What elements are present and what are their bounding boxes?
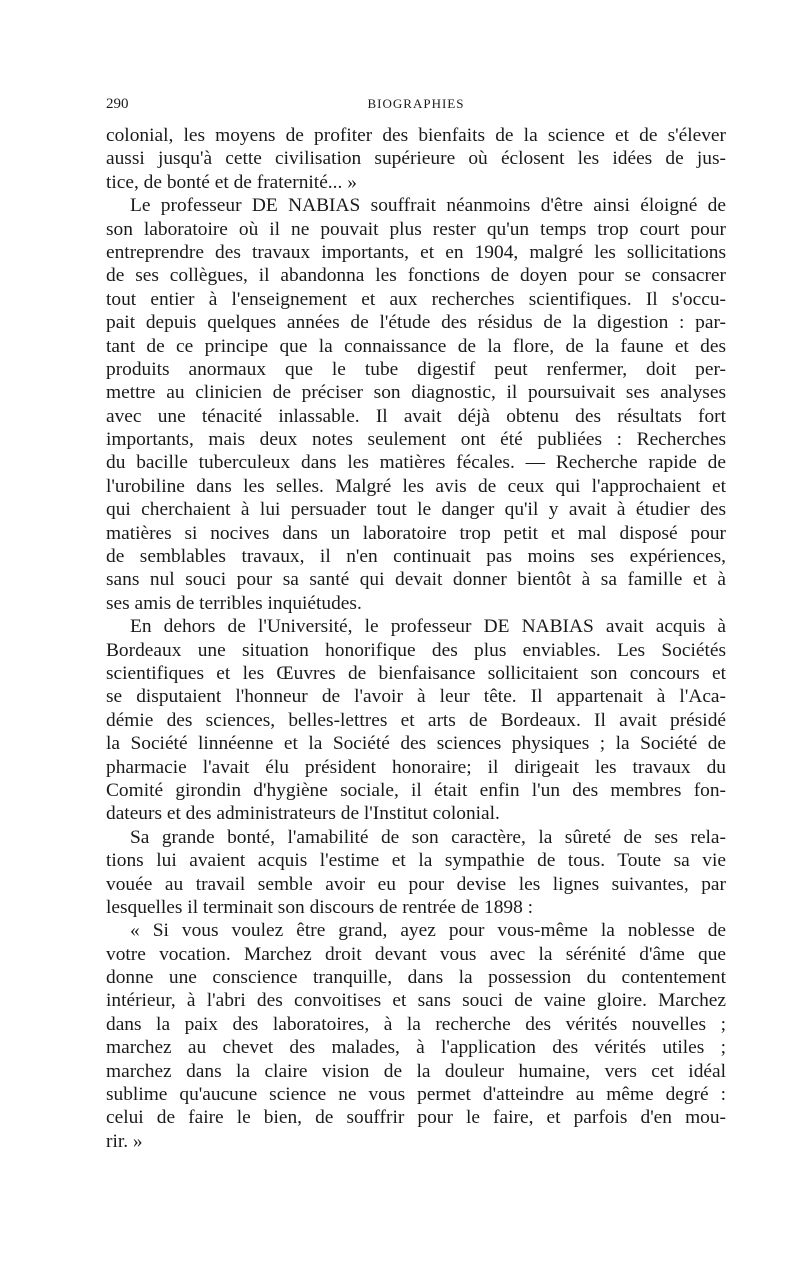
text-line: importants, mais deux notes seulement ont été publiées : Recherches xyxy=(106,429,726,451)
text-line: avec une ténacité inlassable. Il avait déjà obtenu des résultats fort xyxy=(106,405,726,427)
text-line: qui cherchaient à lui persuader tout le danger qu'il y avait à étudier des xyxy=(106,499,726,521)
text-line: l'urobiline dans les selles. Malgré les avis de ceux qui l'approchaient et xyxy=(106,475,726,497)
text-line: sans nul souci pour sa santé qui devait donner bientôt à sa famille et à xyxy=(106,569,726,591)
text-line: tant de ce principe que la connaissance de la flore, de la faune et des xyxy=(106,335,726,357)
text-line: celui de faire le bien, de souffrir pour le faire, et parfois d'en mou- xyxy=(106,1107,726,1129)
text-line: dateurs et des administrateurs de l'Institut colonial. xyxy=(106,803,500,825)
text-line: En dehors de l'Université, le professeur DE NABIAS avait acquis à xyxy=(130,616,726,638)
text-line: intérieur, à l'abri des convoitises et sans souci de vaine gloire. Marchez xyxy=(106,990,726,1012)
text-line: marchez dans la claire vision de la douleur humaine, vers cet idéal xyxy=(106,1060,726,1082)
text-line: tout entier à l'enseignement et aux recherches scientifiques. Il s'occu- xyxy=(106,288,726,310)
text-line: Bordeaux une situation honorifique des plus enviables. Les Sociétés xyxy=(106,639,726,661)
running-title: BIOGRAPHIES xyxy=(367,96,465,111)
text-line: matières si nocives dans un laboratoire trop petit et mal disposé pour xyxy=(106,522,726,544)
text-line: pharmacie l'avait élu président honoraire; il dirigeait les travaux du xyxy=(106,756,726,778)
text-line: sublime qu'aucune science ne vous permet d'atteindre au même degré : xyxy=(106,1084,726,1106)
text-line: Comité girondin d'hygiène sociale, il était enfin l'un des membres fon- xyxy=(106,779,726,801)
text-line: ses amis de terribles inquiétudes. xyxy=(106,592,362,614)
text-line: tice, de bonté et de fraternité... » xyxy=(106,171,357,193)
text-line: dans la paix des laboratoires, à la recherche des vérités nouvelles ; xyxy=(106,1013,726,1035)
text-line: mettre au clinicien de préciser son diagnostic, il poursuivait ses analyses xyxy=(106,382,726,404)
text-line: donne une conscience tranquille, dans la possession du contentement xyxy=(106,967,726,989)
text-line: Sa grande bonté, l'amabilité de son caractère, la sûreté de ses rela- xyxy=(130,826,726,848)
text-line: marchez au chevet des malades, à l'application des vérités utiles ; xyxy=(106,1037,726,1059)
text-line: colonial, les moyens de profiter des bienfaits de la science et de s'élever xyxy=(106,125,726,146)
text-line: se disputaient l'honneur de l'avoir à leur tête. Il appartenait à l'Aca- xyxy=(106,686,726,708)
text-line: produits anormaux que le tube digestif peut renfermer, doit per- xyxy=(106,358,726,380)
text-line: la Société linnéenne et la Société des sciences physiques ; la Société de xyxy=(106,733,726,755)
body-text xyxy=(106,124,726,1153)
text-line: lesquelles il terminait son discours de rentrée de 1898 : xyxy=(106,896,534,918)
text-line: pait depuis quelques années de l'étude des résidus de la digestion : par- xyxy=(106,312,726,334)
text-line: son laboratoire où il ne pouvait plus rester qu'un temps trop court pour xyxy=(106,218,726,240)
text-line: de semblables travaux, il n'en continuait pas moins ses expériences, xyxy=(106,546,726,568)
text-line: de ses collègues, il abandonna les fonctions de doyen pour se consacrer xyxy=(106,265,726,287)
running-head xyxy=(106,96,726,120)
text-line: Le professeur DE NABIAS souffrait néanmoins d'être ainsi éloigné de xyxy=(130,195,726,217)
text-line: aussi jusqu'à cette civilisation supérieure où éclosent les idées de jus- xyxy=(106,148,726,170)
text-line: rir. » xyxy=(106,1130,143,1152)
text-line: tions lui avaient acquis l'estime et la sympathie de tous. Toute sa vie xyxy=(106,850,726,872)
text-line: scientifiques et les Œuvres de bienfaisance sollicitaient son concours et xyxy=(106,662,726,684)
text-line: votre vocation. Marchez droit devant vous avec la sérénité d'âme que xyxy=(106,943,726,965)
text-line: entreprendre des travaux importants, et en 1904, malgré les sollicitations xyxy=(106,241,726,263)
text-line: démie des sciences, belles-lettres et arts de Bordeaux. Il avait présidé xyxy=(106,709,726,731)
text-line: du bacille tuberculeux dans les matières fécales. — Recherche rapide de xyxy=(106,452,726,474)
text-line: « Si vous voulez être grand, ayez pour vous-même la noblesse de xyxy=(130,920,726,942)
text-line: vouée au travail semble avoir eu pour devise les lignes suivantes, par xyxy=(106,873,726,895)
page-number: 290 xyxy=(106,96,129,112)
